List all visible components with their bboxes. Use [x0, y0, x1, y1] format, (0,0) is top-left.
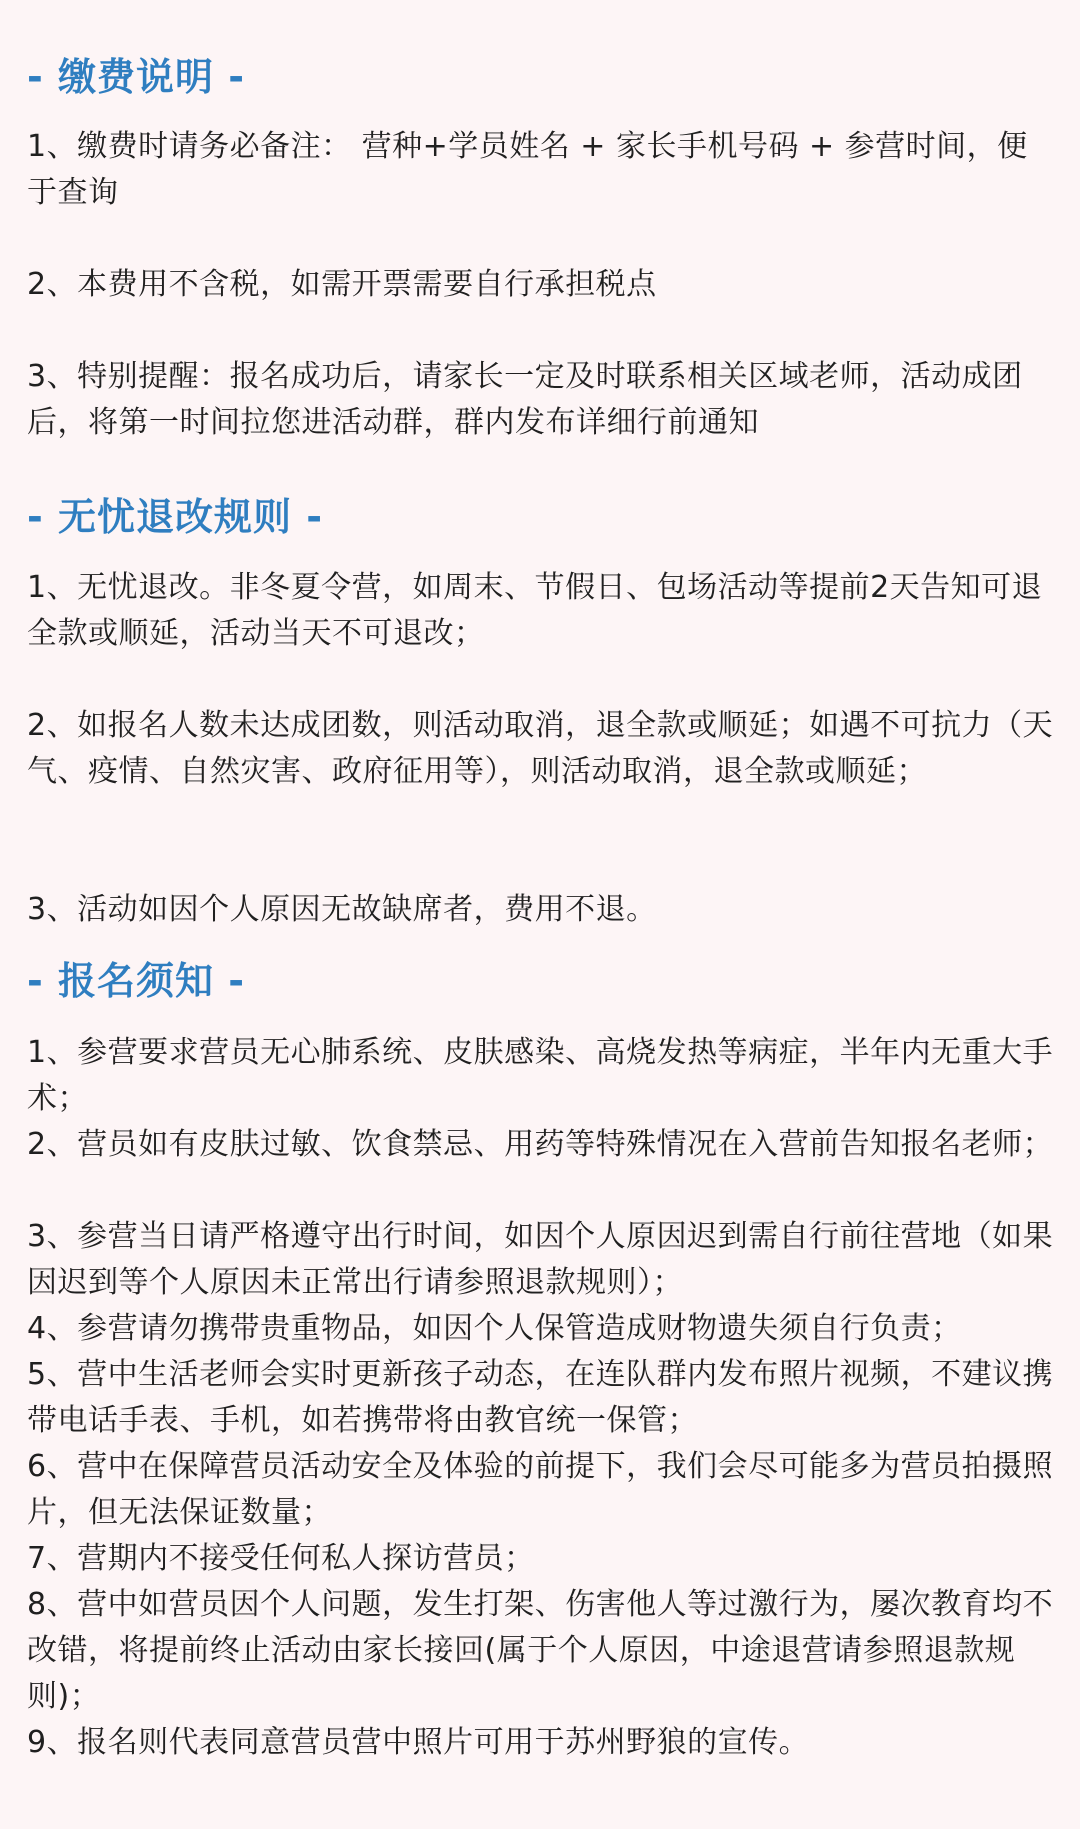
- registration-item-7: 7、营期内不接受任何私人探访营员；: [27, 1541, 535, 1576]
- section-title-registration: - 报名须知 -: [27, 959, 246, 1003]
- registration-item-2: 2、营员如有皮肤过敏、饮食禁忌、用药等特殊情况在入营前告知报名老师；: [27, 1127, 1054, 1162]
- payment-item-1: 1、缴费时请务必备注： 营种+学员姓名 + 家长手机号码 + 参营时间，便于查询: [27, 129, 1028, 210]
- registration-item-5: 5、营中生活老师会实时更新孩子动态，在连队群内发布照片视频，不建议携带电话手表、手机，如若携带将由教官统一保管；: [27, 1357, 1054, 1438]
- payment-item-2: 2、本费用不含税，如需开票需要自行承担税点: [27, 267, 657, 302]
- refund-item-2: 2、如报名人数未达成团数，则活动取消，退全款或顺延；如遇不可抗力（天气、疫情、自然灾害、政府征用等），则活动取消，退全款或顺延；: [27, 708, 1054, 789]
- refund-item-3: 3、活动如因个人原因无故缺席者，费用不退。: [27, 892, 657, 927]
- registration-item-6: 6、营中在保障营员活动安全及体验的前提下，我们会尽可能多为营员拍摄照片，但无法保证数量；: [27, 1449, 1054, 1530]
- registration-item-8: 8、营中如营员因个人问题，发生打架、伤害他人等过激行为，屡次教育均不改错，将提前终止活动由家长接回(属于个人原因，中途退营请参照退款规则)；: [27, 1587, 1054, 1714]
- section-title-payment: - 缴费说明 -: [27, 55, 246, 99]
- section-title-refund: - 无忧退改规则 -: [27, 495, 324, 539]
- refund-item-1: 1、无忧退改。非冬夏令营，如周末、节假日、包场活动等提前2天告知可退全款或顺延，活动当天不可退改；: [27, 570, 1043, 651]
- registration-item-9: 9、报名则代表同意营员营中照片可用于苏州野狼的宣传。: [27, 1725, 810, 1760]
- payment-item-3: 3、特别提醒：报名成功后，请家长一定及时联系相关区域老师，活动成团后，将第一时间拉您进活动群，群内发布详细行前通知: [27, 359, 1023, 440]
- registration-item-3: 3、参营当日请严格遵守出行时间，如因个人原因迟到需自行前往营地（如果因迟到等个人原因未正常出行请参照退款规则）；: [27, 1219, 1054, 1300]
- registration-item-1: 1、参营要求营员无心肺系统、皮肤感染、高烧发热等病症，半年内无重大手术；: [27, 1035, 1054, 1116]
- registration-item-4: 4、参营请勿携带贵重物品，如因个人保管造成财物遗失须自行负责；: [27, 1311, 962, 1346]
